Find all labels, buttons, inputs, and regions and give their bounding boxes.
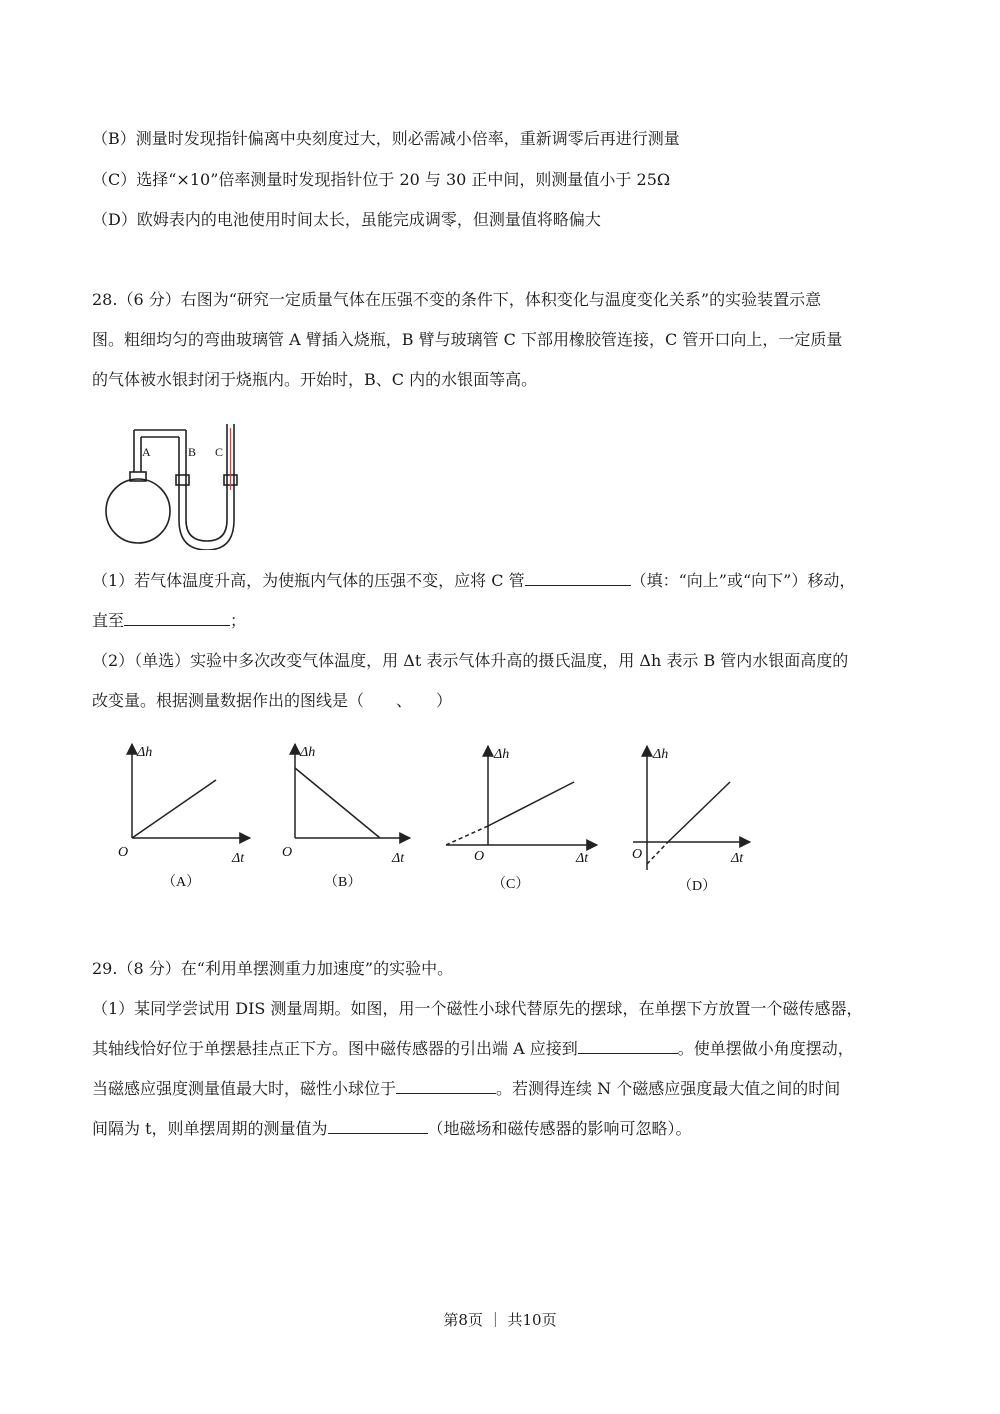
graph-options-figure (0, 730, 1000, 900)
graph-b-origin: O (282, 845, 293, 860)
answer-blank-3[interactable] (578, 1039, 678, 1054)
q28-sub1-text-c: 直至 (92, 611, 125, 630)
page-footer: 第8页 ｜ 共10页 (443, 1311, 557, 1329)
q27-option-d: （D）欧姆表内的电池使用时间太长，虽能完成调零，但测量值将略偏大 (92, 210, 601, 229)
q28-intro-line3: 的气体被水银封闭于烧瓶内。开始时，B、C 内的水银面等高。 (92, 370, 538, 389)
flask-bulb (106, 479, 170, 543)
q28-sub2-line2: 改变量。根据测量数据作出的图线是（ 、 ） (92, 691, 453, 710)
graph-a-ylabel: Δh (137, 745, 153, 760)
graph-b-ylabel: Δh (300, 745, 316, 760)
graph-c-caption: （C） (492, 877, 530, 892)
q29-line3 (92, 1038, 912, 1060)
q28-sub1-text-d: ； (230, 611, 247, 630)
q28-sub1-line1 (92, 570, 912, 592)
answer-blank-4[interactable] (396, 1079, 496, 1094)
q28-intro-line2: 图。粗细均匀的弯曲玻璃管 A 臂插入烧瓶，B 臂与玻璃管 C 下部用橡胶管连接，C 管开口向上，一定质量 (92, 330, 843, 349)
q27-option-c: （C）选择“×10”倍率测量时发现指针位于 20 与 30 正中间，则测量值小于 25Ω (92, 170, 671, 189)
graph-c-xlabel: Δt (576, 851, 589, 866)
graph-b-line (295, 768, 380, 838)
q29-line3-b: 。使单摆做小角度摆动， (677, 1039, 854, 1058)
graph-c-origin: O (474, 849, 485, 864)
q29-line2: （1）某同学尝试用 DIS 测量周期。如图，用一个磁性小球代替原先的摆球，在单摆下方放置一个磁传感器， (92, 999, 863, 1018)
q29-line4-b: 。若测得连续 N 个磁感应强度最大值之间的时间 (496, 1079, 841, 1098)
q28-sub2-line1: （2）（单选）实验中多次改变气体温度，用 Δt 表示气体升高的摄氏温度，用 Δh 表示 B 管内水银面高度的 (92, 651, 849, 670)
graph-d-extension (647, 842, 668, 864)
graph-a-caption: （A） (162, 875, 201, 890)
graph-d-xlabel: Δt (731, 851, 744, 866)
answer-blank-5[interactable] (328, 1119, 428, 1134)
graph-a-line (132, 780, 216, 838)
graph-b-xlabel: Δt (392, 851, 405, 866)
graph-c-extension (446, 826, 488, 845)
q28-intro-line1: 28.（6 分）右图为“研究一定质量气体在压强不变的条件下，体积变化与温度变化关系”的实验装置示意 (92, 290, 822, 309)
graph-c-line (488, 782, 574, 826)
q29-line5-b: （地磁场和磁传感器的影响可忽略）。 (427, 1119, 692, 1138)
rubber-joint-b (176, 475, 189, 485)
graph-c-ylabel: Δh (494, 747, 510, 762)
q29-line3-a: 其轴线恰好位于单摆悬挂点正下方。图中磁传感器的引出端 A 应接到 (92, 1039, 578, 1058)
graph-d-origin: O (632, 847, 643, 862)
answer-blank-1[interactable] (525, 571, 631, 586)
graph-a-origin: O (118, 845, 129, 860)
label-a: A (142, 445, 151, 459)
answer-blank-2[interactable] (124, 611, 230, 626)
label-b: B (188, 445, 197, 459)
graph-b-caption: （B） (324, 875, 362, 890)
q29-line5-a: 间隔为 t，则单摆周期的测量值为 (92, 1119, 328, 1138)
graph-d-line (668, 782, 730, 842)
q27-option-b: （B）测量时发现指针偏离中央刻度过大，则必需减小倍率，重新调零后再进行测量 (92, 129, 680, 148)
q29-line5 (92, 1118, 912, 1140)
q28-sub1-line2 (92, 610, 912, 632)
q28-sub1-text-b: （填：“向上”或“向下”）移动， (630, 571, 856, 590)
q29-line4 (92, 1078, 912, 1100)
graph-c (446, 746, 597, 845)
q29-line4-a: 当磁感应强度测量值最大时，磁性小球位于 (92, 1079, 397, 1098)
graph-a-xlabel: Δt (232, 851, 245, 866)
graph-d-ylabel: Δh (653, 747, 669, 762)
flask-apparatus-figure (100, 420, 250, 550)
label-c: C (215, 445, 224, 459)
graph-d-caption: （D） (678, 879, 717, 894)
q28-sub1-text-a: （1）若气体温度升高，为使瓶内气体的压强不变，应将 C 管 (92, 571, 525, 590)
q29-line1: 29.（8 分）在“利用单摆测重力加速度”的实验中。 (92, 959, 454, 978)
